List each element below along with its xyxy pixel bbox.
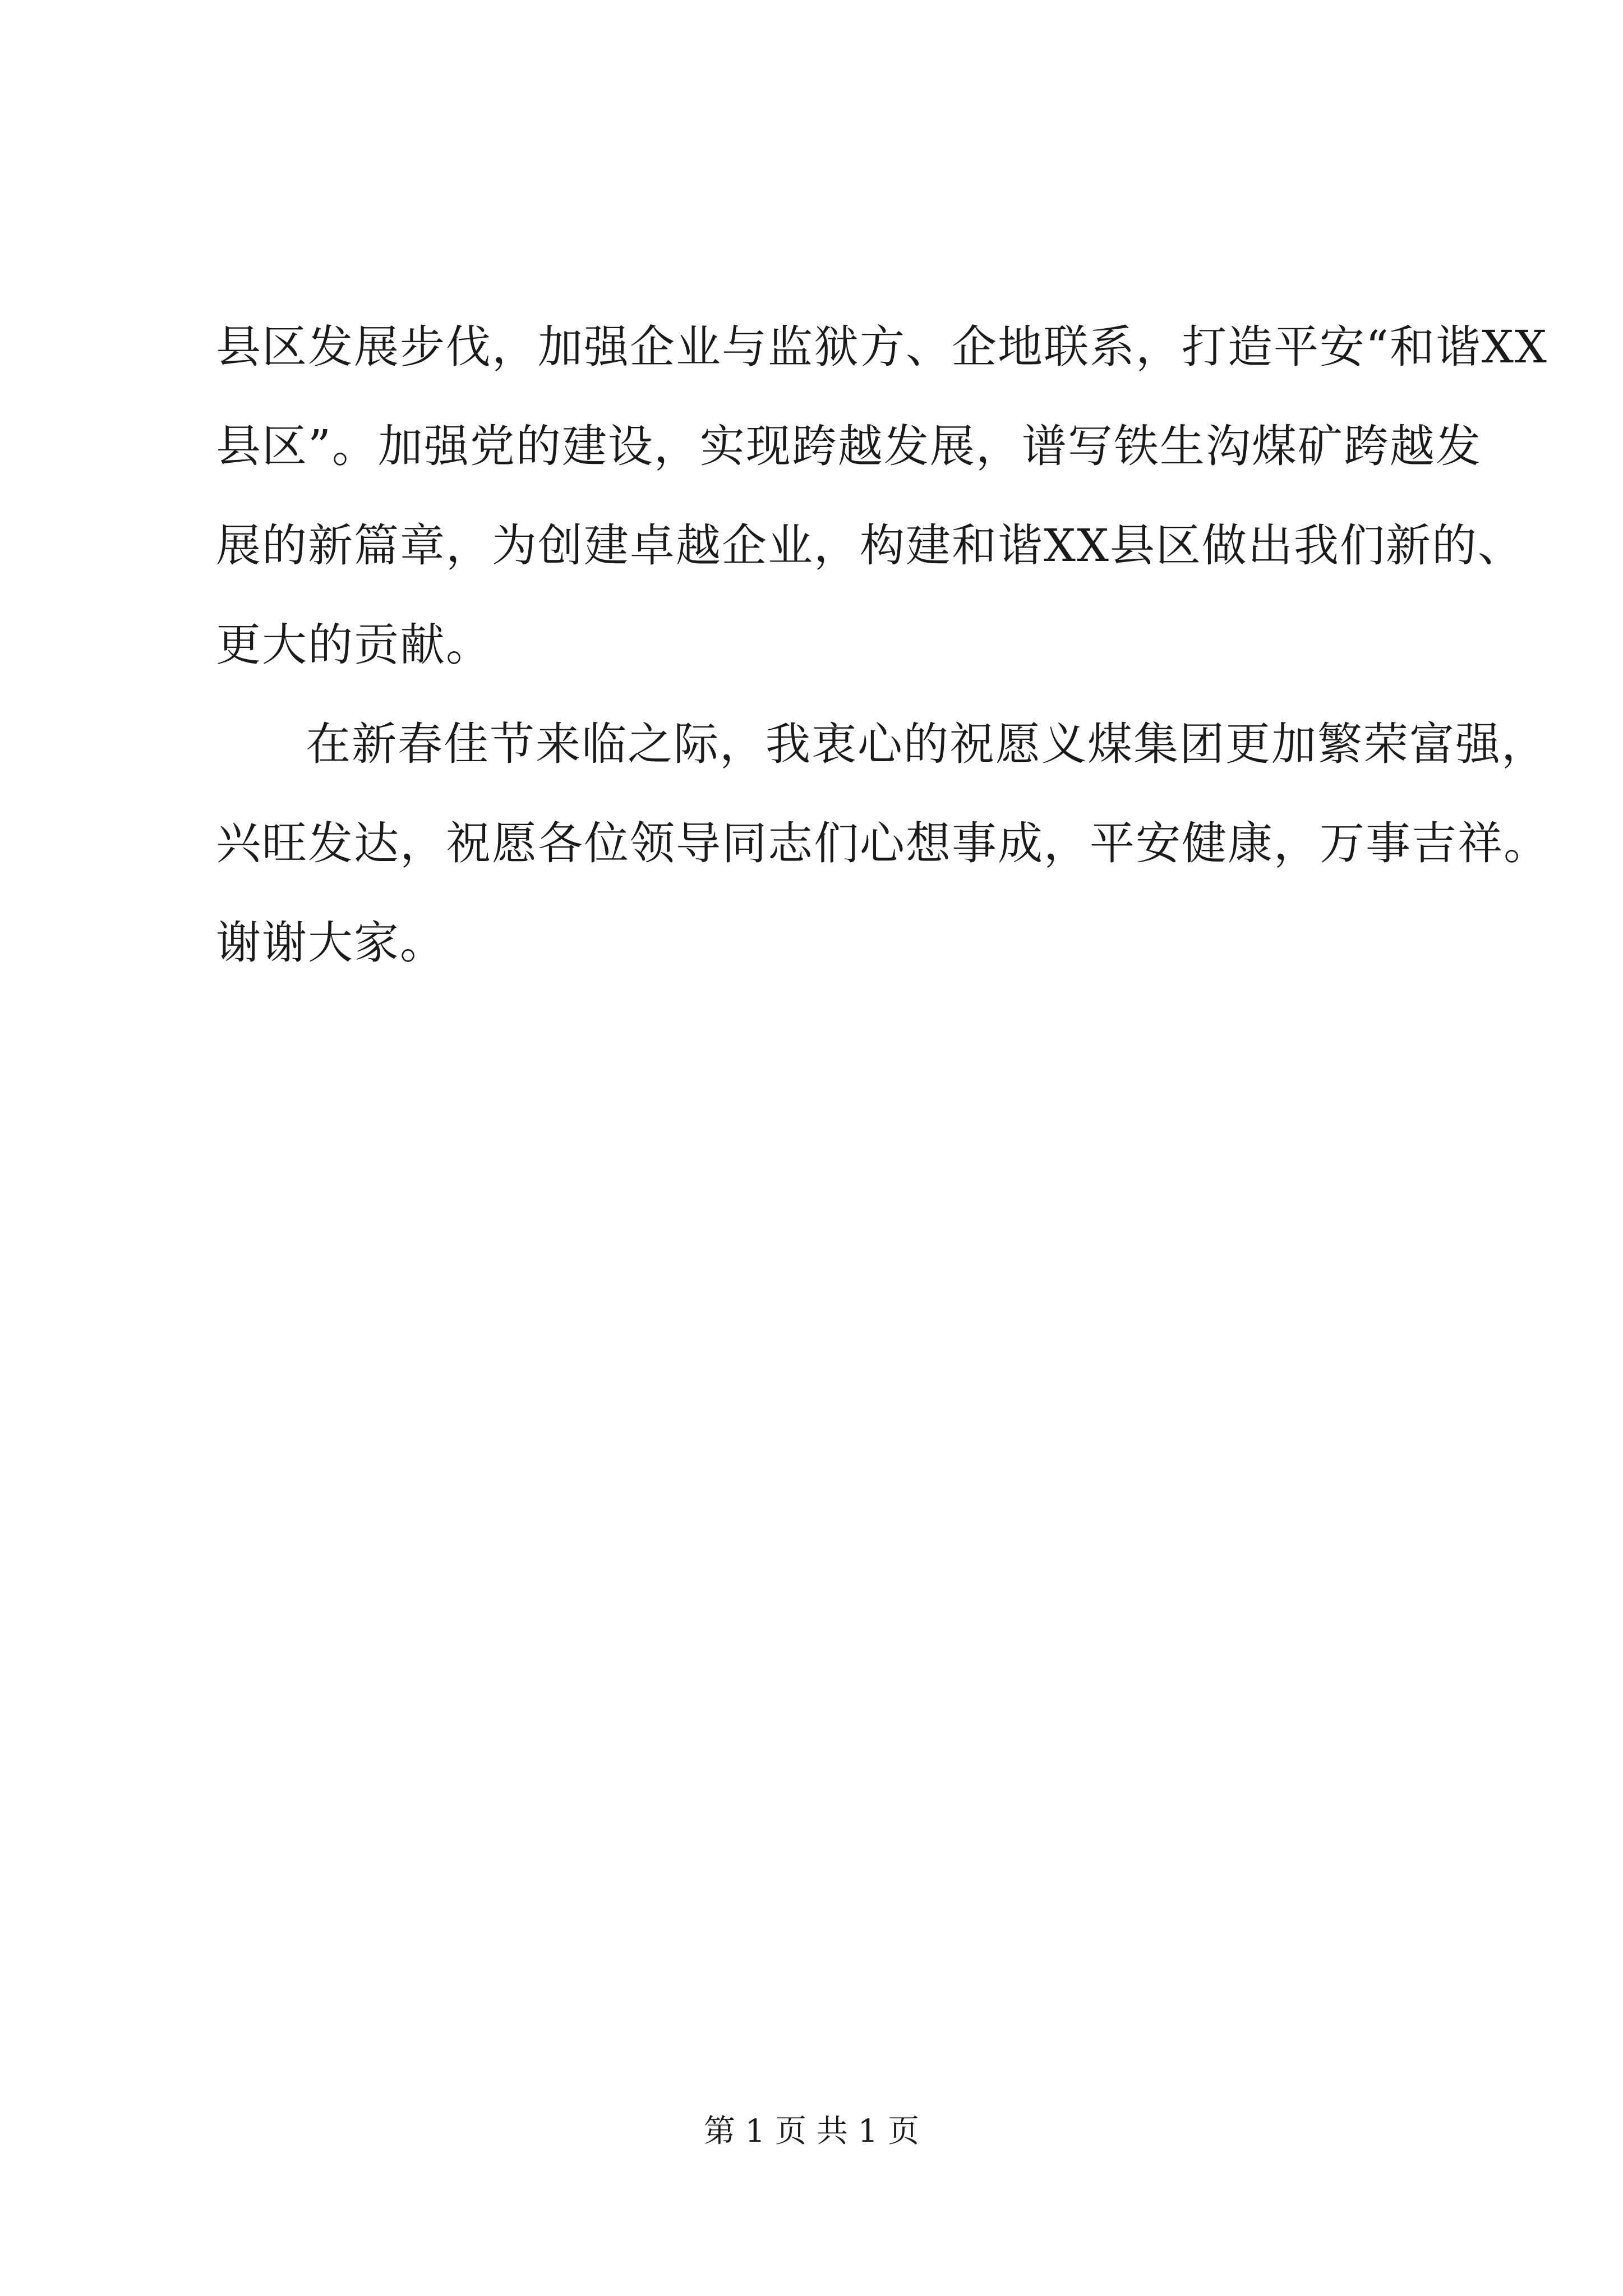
page-footer: 第 1 页 共 1 页 [703, 2113, 920, 2150]
paragraph-2-line-2: 兴旺发达，祝愿各位领导同志们心想事成，平安健康，万事吉祥。 [216, 817, 1550, 869]
paragraph-1-line-3: 展的新篇章，为创建卓越企业，构建和谐XX县区做出我们新的、 [216, 519, 1524, 572]
paragraph-1-line-2: 县区”。加强党的建设，实现跨越发展，谱写铁生沟煤矿跨越发 [216, 420, 1482, 472]
paragraph-1-line-4: 更大的贡献。 [216, 619, 492, 671]
paragraph-2-line-3: 谢谢大家。 [216, 917, 446, 969]
paragraph-2-line-1: 在新春佳节来临之际，我衷心的祝愿义煤集团更加繁荣富强， [306, 718, 1547, 770]
paragraph-1-line-1: 县区发展步伐，加强企业与监狱方、企地联系，打造平安“和谐XX [216, 321, 1548, 373]
document-body [216, 297, 1550, 992]
